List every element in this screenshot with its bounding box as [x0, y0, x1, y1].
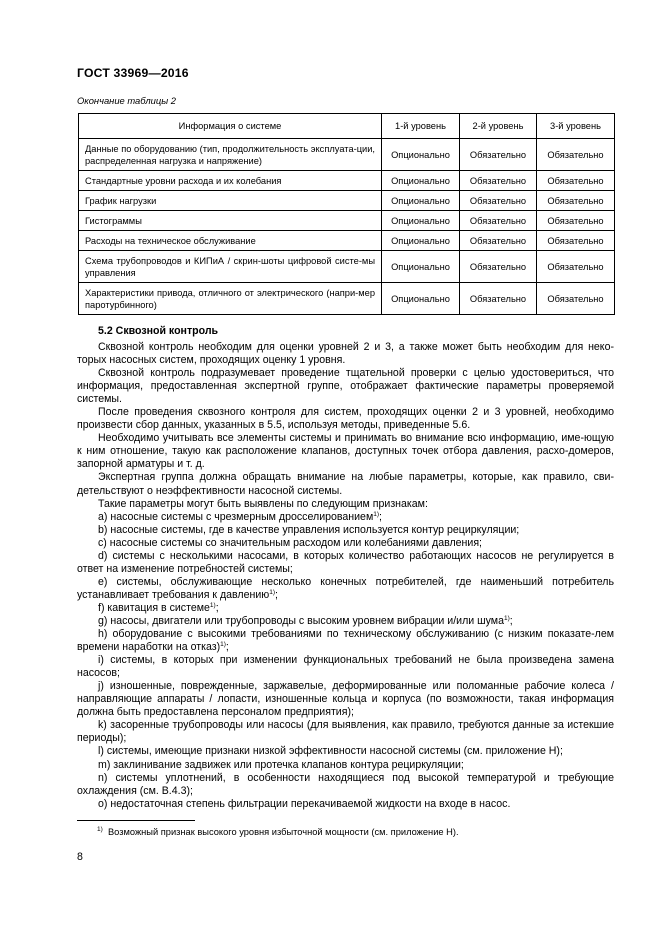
footnote-ref: 1) — [503, 614, 510, 622]
list-item: n) системы уплотнений, в особенности находящиеся под высокой температурой и требующие охлаждения (см. В.4.3); — [77, 771, 614, 797]
list-item: d) системы с несколькими насосами, в которых количество работающих насосов не регулируется в ответ на изменение потребностей системы; — [77, 549, 614, 575]
table-cell: Опционально — [382, 171, 460, 191]
list-item-text: g) насосы, двигатели или трубопроводы с высоким уровнем вибрации и/или шума — [98, 614, 504, 627]
paragraph: Экспертная группа должна обращать внимание на любые параметры, которые, как правило, сви-детельствуют о неэффективности насосной системы. — [77, 471, 614, 497]
table-cell: Обязательно — [460, 283, 537, 315]
list-item: g) насосы, двигатели или трубопроводы с высоким уровнем вибрации и/или шума$^{1)}$; — [98, 614, 513, 627]
footnote-text: Возможный признак высокого уровня избыточной мощности (см. приложение Н). — [107, 827, 459, 837]
table-row — [79, 171, 615, 191]
table-cell: Обязательно — [537, 139, 615, 171]
table-header-cell: 3-й уровень — [537, 114, 615, 139]
table-cell: Опционально — [382, 231, 460, 251]
paragraph: Сквозной контроль необходим для оценки уровней 2 и 3, а также может быть необходим для неко-торых насосных систем, проходящих оценку 1 уровня. — [77, 341, 614, 367]
paragraph: После проведения сквозного контроля для систем, проходящих оценки 2 и 3 уровней, необходимо произвести сбор данных, указанных в 5.5, используя методы, приведенные 5.6. — [77, 406, 614, 432]
footnote-mark: 1) — [97, 826, 103, 833]
list-item-text: e) системы, обслуживающие несколько конечных потребителей, где наименьший потребитель устанавливает требования к давлению — [77, 575, 614, 601]
table-header-cell: 1-й уровень — [382, 114, 460, 139]
footnote-ref: 1) — [269, 588, 275, 596]
document-header: ГОСТ 33969—2016 — [77, 66, 189, 80]
paragraph: Необходимо учитывать все элементы системы и принимать во внимание всю информацию, име-ющую к ним отношение, такую как расположение клапанов, доступных точек отбора давления, расхо-домеров, запорной арматуры и т. д. — [77, 432, 614, 471]
list-item: j) изношенные, поврежденные, заржавелые, деформированные или поломанные рабочие колеса / направляющие аппараты / лопасти, изношенные кольца и корпуса (по возможности, такая информация должна быть предоставлена персоналом предприятия); — [77, 680, 614, 719]
table-cell: Гистограммы — [79, 211, 382, 231]
footnote-ref: 1) — [220, 641, 226, 649]
table-cell: Схема трубопроводов и КИПиА / скрин-шоты цифровой систе-мы управления — [79, 251, 382, 283]
table-header-cell: 2-й уровень — [460, 114, 537, 139]
list-item-text: a) насосные системы с чрезмерным дросселированием — [98, 510, 374, 523]
table-row — [79, 211, 615, 231]
table-row — [79, 231, 615, 251]
list-item: e) системы, обслуживающие несколько конечных потребителей, где наименьший потребитель устанавливает требования к давлению$^{1)}$; — [77, 575, 614, 601]
table-cell: Обязательно — [460, 231, 537, 251]
table-cell: Опционально — [382, 211, 460, 231]
footnote — [97, 827, 459, 837]
list-item: i) системы, в которых при изменении функциональных требований не была произведена замена насосов; — [77, 654, 614, 680]
table-cell: Обязательно — [537, 283, 615, 315]
section-body — [77, 341, 614, 811]
list-item: k) засоренные трубопроводы или насосы (для выявления, как правило, требуются данные за истекшие периоды); — [77, 719, 614, 745]
footnote-divider — [77, 820, 195, 821]
list-item: f) кавитация в системе$^{1)}$; — [98, 601, 219, 614]
list-item: l) системы, имеющие признаки низкой эффективности насосной системы (см. приложение Н); — [98, 745, 563, 758]
table-cell: Обязательно — [460, 139, 537, 171]
table-caption: Окончание таблицы 2 — [77, 95, 176, 106]
paragraph: Такие параметры могут быть выявлены по следующим признакам: — [98, 497, 428, 510]
table-cell: Характеристики привода, отличного от электрического (напри-мер паротурбинного) — [79, 283, 382, 315]
table-cell: Стандартные уровни расхода и их колебания — [79, 171, 382, 191]
list-item: o) недостаточная степень фильтрации перекачиваемой жидкости на входе в насос. — [98, 797, 511, 810]
table-cell: Опционально — [382, 139, 460, 171]
table-cell: Обязательно — [460, 211, 537, 231]
list-item-text: h) оборудование с высокими требованиями по техническому обслуживанию (с низким показате-лем времени наработки на отказ) — [77, 628, 614, 654]
table-cell: Обязательно — [537, 211, 615, 231]
page-number: 8 — [77, 851, 83, 863]
list-item: a) насосные системы с чрезмерным дросселированием$^{1)}$; — [98, 510, 382, 523]
list-item: b) насосные системы, где в качестве управления используется контур рециркуляции; — [98, 523, 520, 536]
table-row — [79, 191, 615, 211]
table-cell: График нагрузки — [79, 191, 382, 211]
table-cell: Обязательно — [460, 251, 537, 283]
list-item: m) заклинивание задвижек или протечка клапанов контура рециркуляции; — [98, 758, 464, 771]
table-row — [79, 251, 615, 283]
table-cell: Обязательно — [537, 231, 615, 251]
table-cell: Данные по оборудованию (тип, продолжительность эксплуата-ции, распределенная нагрузка и напряжение) — [79, 139, 382, 171]
table-cell: Расходы на техническое обслуживание — [79, 231, 382, 251]
list-item-text: f) кавитация в системе — [98, 601, 210, 614]
table-cell: Обязательно — [460, 171, 537, 191]
footnote-ref: 1) — [373, 510, 380, 518]
paragraph: Сквозной контроль подразумевает проведение тщательной проверки с целью удостовериться, что информация, предоставленная экспертной группе, отображает фактические параметры проверяемой системы. — [77, 367, 614, 406]
table-row — [79, 139, 615, 171]
table-header-row — [79, 114, 615, 139]
table-row — [79, 283, 615, 315]
table-cell: Обязательно — [537, 251, 615, 283]
footnote-ref: 1) — [209, 601, 216, 609]
table-header-cell: Информация о системе — [79, 114, 382, 139]
table-cell: Обязательно — [537, 171, 615, 191]
section-title: 5.2 Сквозной контроль — [98, 325, 219, 337]
system-info-table — [78, 113, 615, 315]
table-cell: Опционально — [382, 283, 460, 315]
list-item: h) оборудование с высокими требованиями по техническому обслуживанию (с низким показате-лем времени наработки на отказ)$^{1)}$; — [77, 628, 614, 654]
table-cell: Опционально — [382, 191, 460, 211]
table-cell: Обязательно — [460, 191, 537, 211]
table-cell: Опционально — [382, 251, 460, 283]
list-item: c) насосные системы со значительным расходом или колебаниями давления; — [98, 536, 482, 549]
table-cell: Обязательно — [537, 191, 615, 211]
